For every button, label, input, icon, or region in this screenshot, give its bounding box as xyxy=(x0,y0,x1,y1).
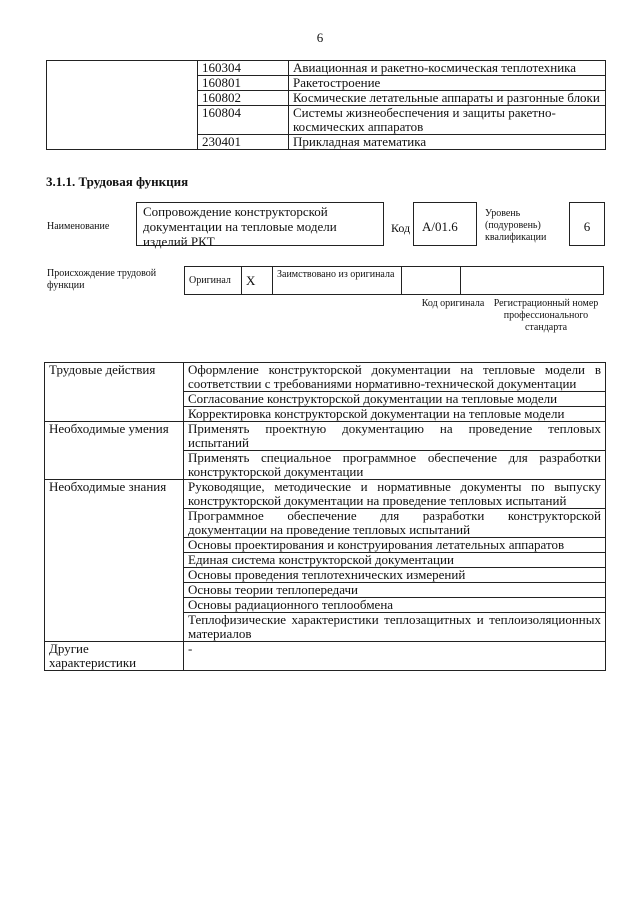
characteristic-item: Единая система конструкторской документации xyxy=(184,553,606,568)
specialty-name: Ракетостроение xyxy=(289,76,606,91)
category-label: Другие характеристики xyxy=(45,642,184,671)
specialty-code: 160804 xyxy=(198,106,289,135)
characteristic-item: Теплофизические характеристики теплозащитных и теплоизоляционных материалов xyxy=(184,613,606,642)
borrowed-label: Заимствовано из оригинала xyxy=(273,267,402,295)
original-label: Оригинал xyxy=(185,267,242,295)
function-name: Сопровождение конструкторской документации на тепловые модели изделий РКТ xyxy=(136,202,384,246)
qualification-level-label: Уровень (подуровень) квалификации xyxy=(485,208,547,243)
table-row xyxy=(45,422,606,451)
specialty-name: Прикладная математика xyxy=(289,135,606,150)
characteristic-item: Основы теории теплопередачи xyxy=(184,583,606,598)
characteristic-item: Основы проектирования и конструирования летательных аппаратов xyxy=(184,538,606,553)
original-code-cell xyxy=(402,267,461,295)
specialty-code: 230401 xyxy=(198,135,289,150)
characteristic-item: Программное обеспечение для разработки конструкторской документации на проведение тепловых испытаний xyxy=(184,509,606,538)
characteristic-item: Руководящие, методические и нормативные документы по выпуску конструкторской документации на проведение тепловых испытаний xyxy=(184,480,606,509)
table-row xyxy=(45,480,606,509)
code-label: Код xyxy=(391,221,411,235)
characteristic-item: Согласование конструкторской документации на тепловые модели xyxy=(184,392,606,407)
characteristic-item: Применять специальное программное обеспечение для разработки конструкторской документации xyxy=(184,451,606,480)
category-label: Необходимые знания xyxy=(45,480,184,642)
category-label: Необходимые умения xyxy=(45,422,184,480)
characteristic-item: Корректировка конструкторской документации на тепловые модели xyxy=(184,407,606,422)
characteristics-table xyxy=(44,362,606,671)
specialties-table xyxy=(46,60,606,150)
characteristic-item: Оформление конструкторской документации на тепловые модели в соответствии с требованиями нормативно-технической документации xyxy=(184,363,606,392)
section-heading: 3.1.1. Трудовая функция xyxy=(46,174,189,189)
specialty-code: 160802 xyxy=(198,91,289,106)
characteristic-item: Применять проектную документацию на проведение тепловых испытаний xyxy=(184,422,606,451)
specialty-code: 160304 xyxy=(198,61,289,76)
origin-label: Происхождение трудовой функции xyxy=(47,268,157,291)
specialty-name: Космические летательные аппараты и разгонные блоки xyxy=(289,91,606,106)
specialty-name: Авиационная и ракетно-космическая теплотехника xyxy=(289,61,606,76)
qualification-level: 6 xyxy=(569,202,605,246)
origin-table xyxy=(184,266,604,295)
specialty-code: 160801 xyxy=(198,76,289,91)
table-row xyxy=(45,642,606,671)
characteristic-item: Основы радиационного теплообмена xyxy=(184,598,606,613)
characteristic-item: Основы проведения теплотехнических измерений xyxy=(184,568,606,583)
registration-number-cell xyxy=(461,267,604,295)
specialty-name: Системы жизнеобеспечения и защиты ракетно-космических аппаратов xyxy=(289,106,606,135)
original-code-caption: Код оригинала xyxy=(421,298,485,309)
function-code: А/01.6 xyxy=(413,202,477,246)
table-row xyxy=(47,61,606,76)
category-label: Трудовые действия xyxy=(45,363,184,422)
characteristic-item: - xyxy=(184,642,606,671)
registration-number-caption: Регистрационный номер профессионального стандарта xyxy=(493,298,599,333)
blank-cell xyxy=(47,61,198,150)
table-row xyxy=(45,363,606,392)
name-label: Наименование xyxy=(47,221,110,232)
page-number: 6 xyxy=(316,30,324,45)
original-mark: X xyxy=(242,267,273,295)
